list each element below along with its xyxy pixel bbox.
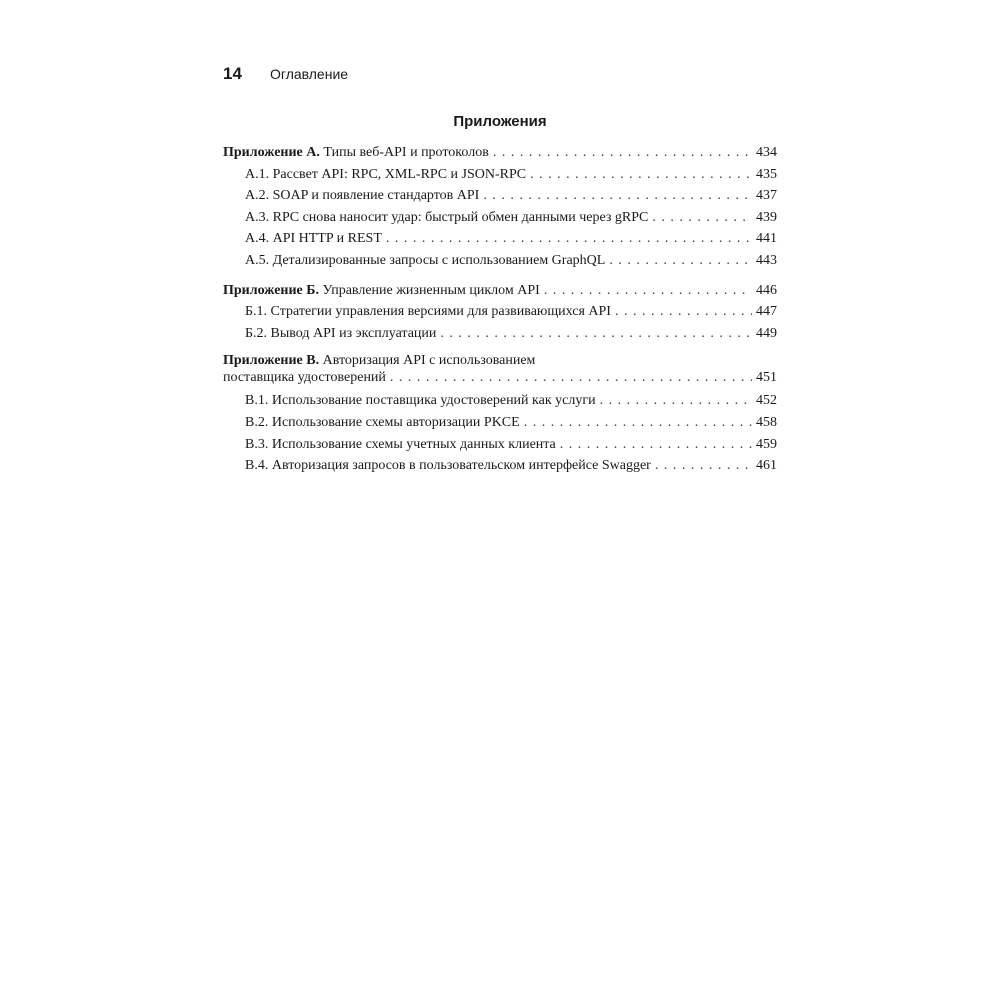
book-page — [223, 0, 777, 1000]
toc-entry-label: В.3. Использование схемы учетных данных клиента — [245, 436, 556, 452]
running-title: Оглавление — [270, 66, 349, 82]
toc-page-ref: 435 — [756, 166, 777, 182]
toc-entry-label: Б.2. Вывод API из эксплуатации — [245, 325, 437, 341]
toc-page-ref: 451 — [756, 370, 777, 386]
dot-leader — [600, 390, 752, 412]
dot-leader — [530, 164, 752, 186]
dot-leader — [652, 207, 752, 229]
toc-entry-v3 — [223, 434, 777, 456]
toc-entry-v1 — [223, 390, 777, 412]
page-number: 14 — [223, 64, 242, 83]
toc-entry-b2 — [223, 323, 777, 345]
dot-leader — [615, 301, 752, 323]
toc-entry-label: В.1. Использование поставщика удостоверений как услуги — [245, 393, 596, 409]
toc-entry-a3 — [223, 207, 777, 229]
toc-entry-label: В.2. Использование схемы авторизации PKCE — [245, 414, 520, 430]
toc-entry-title: Типы веб-API и протоколов — [323, 145, 489, 160]
toc-entry-title-line2: поставщика удостоверений — [223, 370, 386, 386]
toc-entry-title-line1: Авторизация API с использованием — [322, 353, 536, 369]
toc-entry-label: Б.1. Стратегии управления версиями для развивающихся API — [245, 304, 611, 320]
running-head — [223, 64, 348, 88]
dot-leader — [390, 369, 752, 386]
toc-entry-a5 — [223, 250, 777, 272]
toc-page-ref: 449 — [756, 325, 777, 341]
toc-entry-prefix: Приложение В. — [223, 353, 320, 369]
dot-leader — [524, 412, 752, 434]
toc-entry-label: А.4. API HTTP и REST — [245, 231, 382, 247]
toc-group-appendix-v — [223, 352, 777, 476]
table-of-contents — [223, 142, 777, 485]
toc-entry-label: В.4. Авторизация запросов в пользовательском интерфейсе Swagger — [245, 458, 651, 474]
toc-entry-label: А.3. RPC снова наносит удар: быстрый обмен данными через gRPC — [245, 209, 649, 225]
toc-page-ref: 459 — [756, 436, 777, 452]
toc-entry-label: А.2. SOAP и появление стандартов API — [245, 188, 480, 204]
toc-page-ref: 447 — [756, 304, 777, 320]
toc-page-ref: 452 — [756, 393, 777, 409]
toc-page-ref: 461 — [756, 458, 777, 474]
dot-leader — [440, 323, 752, 345]
toc-entry-prefix: Приложение А. — [223, 145, 320, 160]
dot-leader — [483, 185, 752, 207]
toc-entry-b1 — [223, 301, 777, 323]
toc-group-appendix-a — [223, 142, 777, 272]
toc-page-ref: 443 — [756, 252, 777, 268]
toc-entry-label: А.5. Детализированные запросы с использованием GraphQL — [245, 252, 606, 268]
dot-leader — [609, 250, 752, 272]
toc-entry-title: Управление жизненным циклом API — [322, 282, 540, 298]
toc-page-ref: 439 — [756, 209, 777, 225]
toc-entry-a4 — [223, 228, 777, 250]
toc-entry-a1 — [223, 164, 777, 186]
dot-leader — [655, 455, 752, 477]
toc-entry-v2 — [223, 412, 777, 434]
toc-page-ref: 437 — [756, 188, 777, 204]
toc-entry-prefix: Приложение Б. — [223, 282, 320, 298]
toc-entry-v4 — [223, 455, 777, 477]
dot-leader — [560, 434, 752, 456]
toc-entry-a2 — [223, 185, 777, 207]
toc-group-appendix-b — [223, 280, 777, 345]
toc-entry-appendix-b — [223, 280, 777, 302]
dot-leader — [493, 142, 752, 164]
dot-leader — [386, 228, 752, 250]
dot-leader — [544, 280, 752, 302]
toc-entry-label: А.1. Рассвет API: RPC, XML-RPC и JSON-RPC — [245, 166, 527, 182]
toc-entry-appendix-v — [223, 352, 777, 386]
toc-page-ref: 446 — [756, 282, 777, 298]
toc-entry-appendix-a — [223, 142, 777, 164]
toc-page-ref: 434 — [756, 145, 777, 160]
toc-page-ref: 441 — [756, 231, 777, 247]
section-title: Приложения — [453, 113, 547, 130]
toc-page-ref: 458 — [756, 414, 777, 430]
